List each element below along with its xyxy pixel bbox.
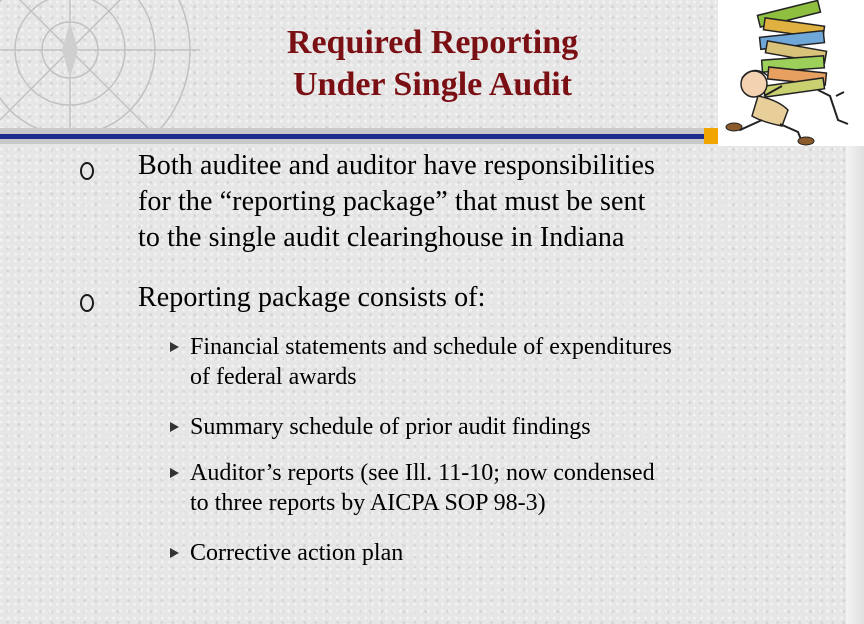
arrow-bullet-icon	[170, 468, 179, 478]
circle-bullet-icon	[80, 162, 94, 180]
title-line-1: Required Reporting	[286, 24, 579, 61]
circle-bullet-icon	[80, 294, 94, 312]
accent-line	[0, 134, 704, 139]
bullet-line: for the “reporting package” that must be sent	[138, 186, 646, 217]
sub-bullet-text	[190, 538, 840, 568]
sub-bullet-line: to three reports by AICPA SOP 98-3)	[190, 490, 546, 516]
sub-bullet-text	[190, 332, 840, 392]
arrow-bullet-icon	[170, 548, 179, 558]
sub-bullet-line: Corrective action plan	[190, 540, 404, 566]
arrow-bullet-icon	[170, 342, 179, 352]
bullet-text	[138, 148, 838, 256]
sub-bullet-line: Financial statements and schedule of expenditures	[190, 334, 672, 360]
bullet-line: Both auditee and auditor have responsibilities	[138, 150, 656, 181]
sub-bullet-text	[190, 412, 840, 442]
sub-bullet-line: Summary schedule of prior audit findings	[190, 414, 591, 440]
sub-bullet-line: Auditor’s reports (see Ill. 11-10; now condensed	[190, 460, 655, 486]
person-carrying-books-icon	[718, 0, 864, 146]
bullet-text	[138, 280, 838, 316]
arrow-bullet-icon	[170, 422, 179, 432]
title-line-2: Under Single Audit	[292, 66, 572, 103]
title-divider-bar	[0, 128, 720, 144]
bullet-line: to the single audit clearinghouse in Indiana	[138, 222, 625, 253]
sub-bullet-line: of federal awards	[190, 364, 357, 390]
slide-title	[160, 22, 705, 106]
sub-bullet-text	[190, 458, 840, 518]
bullet-line: Reporting package consists of:	[138, 282, 486, 313]
